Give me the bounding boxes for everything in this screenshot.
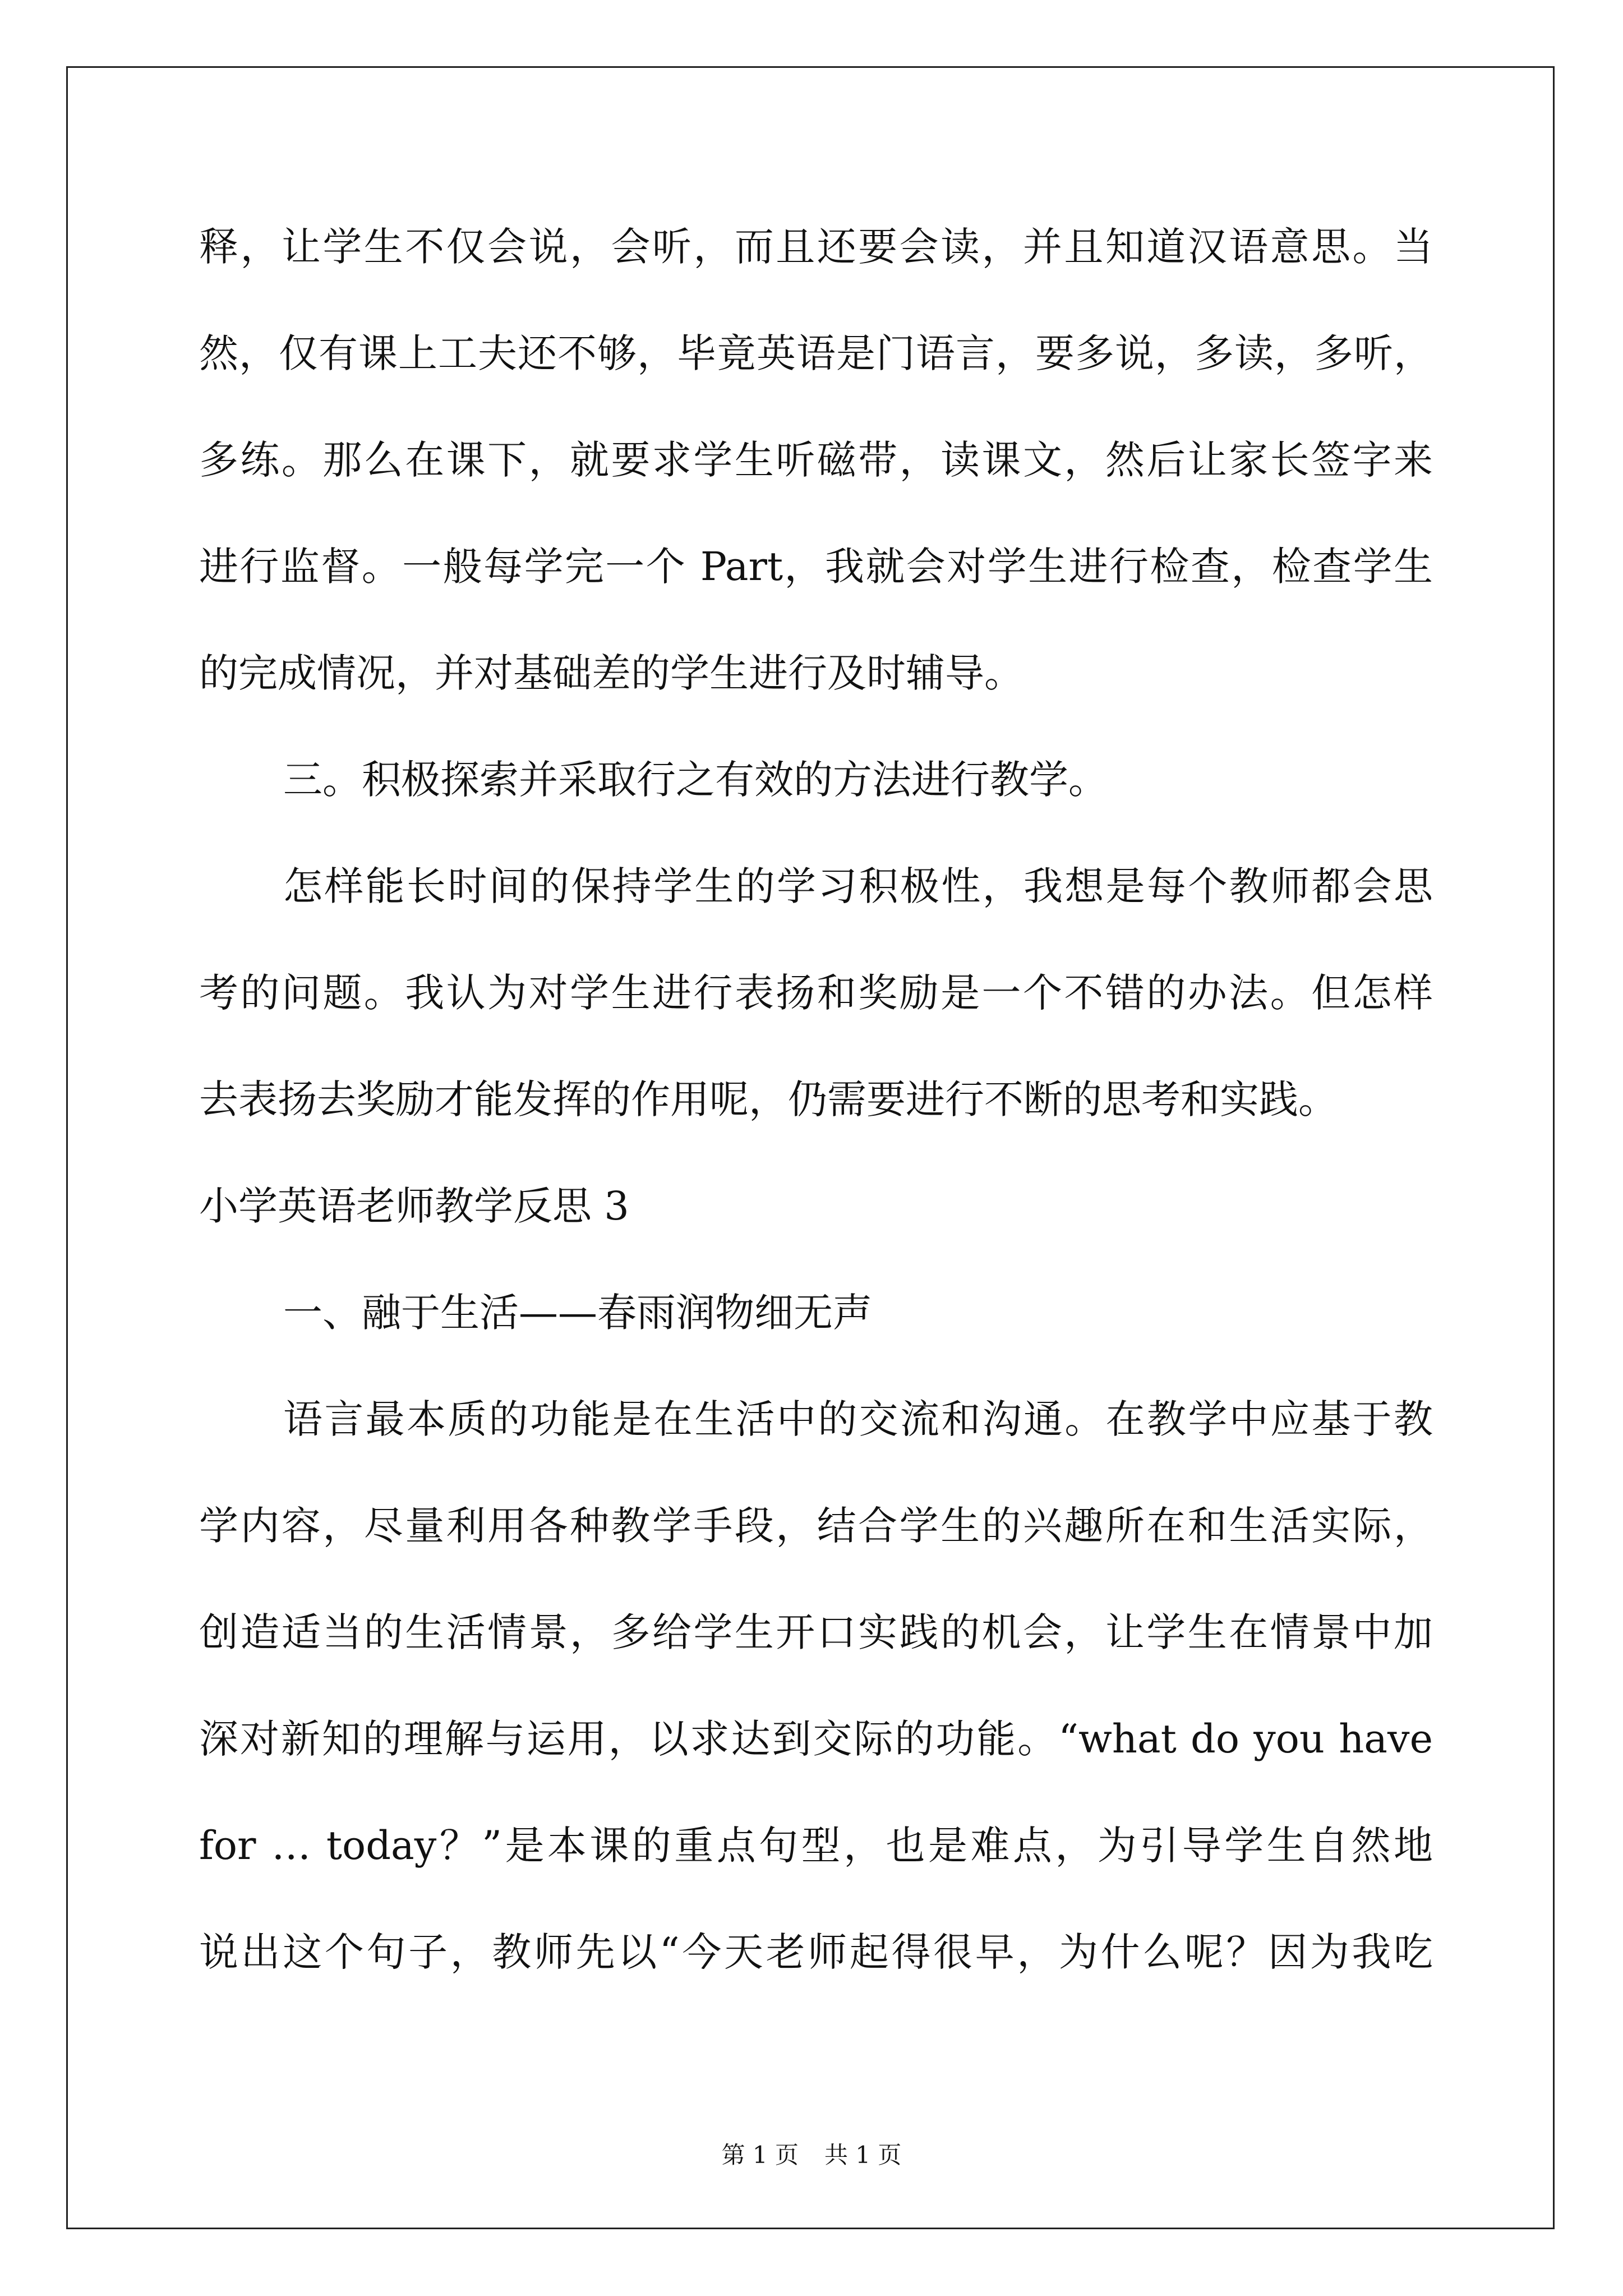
text-line: 的完成情况，并对基础差的学生进行及时辅导。 <box>199 650 1023 696</box>
article-title: 小学英语老师教学反思 3 <box>199 1183 629 1229</box>
text-line: for … today？”是本课的重点句型，也是难点，为引导学生自然地 <box>199 1823 1433 1869</box>
page-number: 第 1 页 <box>721 2141 799 2169</box>
text-line: 语言最本质的功能是在生活中的交流和沟通。在教学中应基于教 <box>283 1396 1433 1442</box>
page-border <box>66 66 1555 2229</box>
text-line: 去表扬去奖励才能发挥的作用呢，仍需要进行不断的思考和实践。 <box>199 1076 1338 1122</box>
text-line: 怎样能长时间的保持学生的学习积极性，我想是每个教师都会思 <box>283 863 1433 909</box>
text-line: 说出这个句子，教师先以“今天老师起得很早，为什么呢？因为我吃 <box>199 1929 1433 1975</box>
text-line: 然，仅有课上工夫还不够，毕竟英语是门语言，要多说，多读，多听， <box>199 330 1433 376</box>
total-pages: 共 1 页 <box>824 2141 902 2169</box>
text-line: 考的问题。我认为对学生进行表扬和奖励是一个不错的办法。但怎样 <box>199 970 1433 1016</box>
page-footer <box>0 2138 1623 2172</box>
text-line: 深对新知的理解与运用，以求达到交际的功能。“what do you have <box>199 1716 1433 1762</box>
text-line: 进行监督。一般每学完一个 Part，我就会对学生进行检查，检查学生 <box>199 544 1433 590</box>
section-heading: 一、融于生活——春雨润物细无声 <box>283 1290 872 1336</box>
text-line: 释，让学生不仅会说，会听，而且还要会读，并且知道汉语意思。当 <box>199 224 1433 270</box>
text-line: 学内容，尽量利用各种教学手段，结合学生的兴趣所在和生活实际， <box>199 1503 1433 1549</box>
text-line: 多练。那么在课下，就要求学生听磁带，读课文，然后让家长签字来 <box>199 437 1433 483</box>
section-heading: 三。积极探索并采取行之有效的方法进行教学。 <box>283 757 1108 803</box>
text-line: 创造适当的生活情景，多给学生开口实践的机会，让学生在情景中加 <box>199 1609 1433 1655</box>
